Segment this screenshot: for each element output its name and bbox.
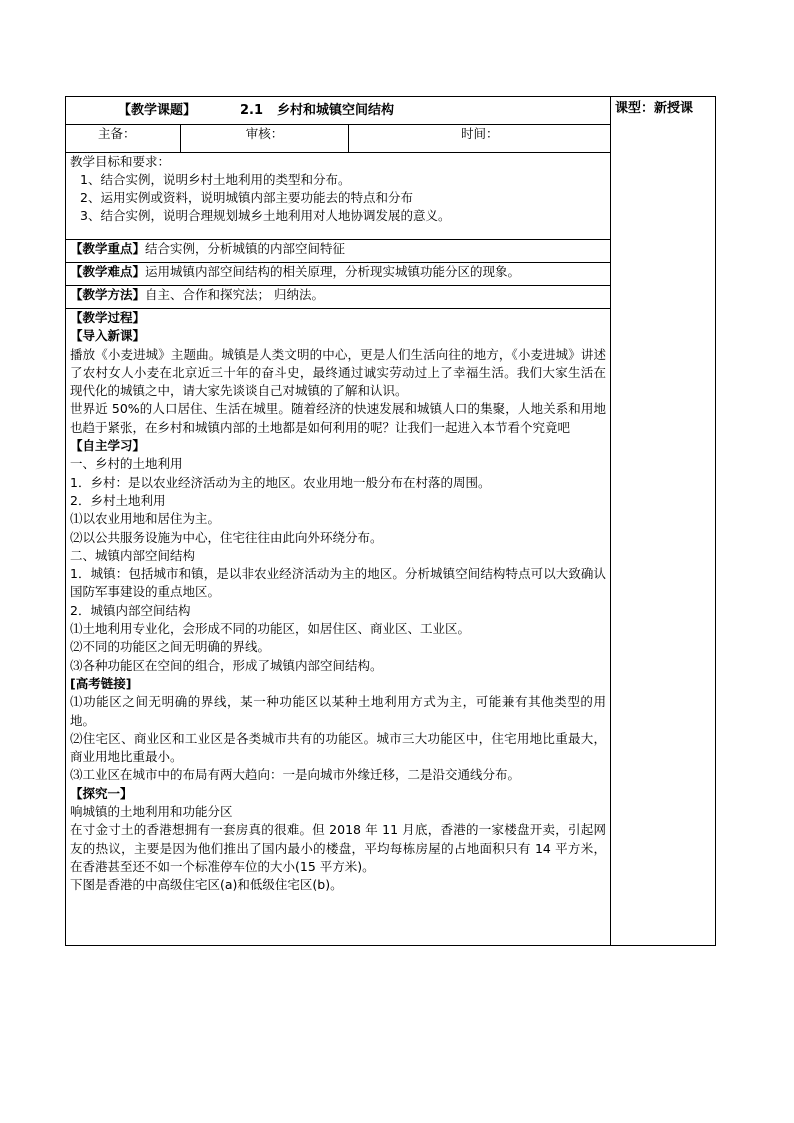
exam-link-heading: [高考链接] <box>70 675 132 691</box>
difficulty-text: 运用城镇内部空间结构的相关原理，分析现实城镇功能分区的现象。 <box>145 264 521 279</box>
preparer-label: 主备： <box>98 126 136 141</box>
intro-heading: 【导入新课】 <box>70 328 146 344</box>
difficulty-label: 【教学难点】 <box>70 264 146 279</box>
preparer-cell <box>66 125 181 153</box>
self-study-heading: 【自主学习】 <box>70 438 146 454</box>
method-label: 【教学方法】 <box>70 287 146 302</box>
time-cell <box>349 125 611 153</box>
key-point-label: 【教学重点】 <box>70 241 146 256</box>
lesson-plan-table <box>65 96 716 946</box>
lesson-type-cell <box>611 97 716 946</box>
section-heading: 一、乡村的土地利用 <box>70 456 183 472</box>
text-line: 1．城镇：包括城市和镇，是以非农业经济活动为主的地区。分析城镇空间结构特点可以大致确认国防军事建设的重点地区。 <box>70 566 607 600</box>
explore-title: 响城镇的土地利用和功能分区 <box>70 804 233 820</box>
text-line: 1．乡村：是以农业经济活动为主的地区。农业用地一般分布在村落的周围。 <box>70 474 491 490</box>
reviewer-cell <box>181 125 349 153</box>
text-line: ⑶工业区在城市中的布局有两大趋向：一是向城市外缘迁移，二是沿交通线分布。 <box>70 767 521 783</box>
goals-cell <box>66 153 611 240</box>
intro-paragraph: 播放《小麦进城》主题曲。城镇是人类文明的中心，更是人们生活向往的地方，《小麦进城》讲述了农村女人小麦在北京近三十年的奋斗史，最终通过诚实劳动过上了幸福生活。我们大家生活在现代化的城镇之中，请大家先谈谈自己对城镇的了解和认识。 <box>70 346 607 399</box>
goal-item: 3、结合实例，说明合理规划城乡土地利用对人地协调发展的意义。 <box>80 208 451 223</box>
text-line: ⑴以农业用地和居住为主。 <box>70 511 221 527</box>
text-line: ⑴功能区之间无明确的界线，某一种功能区以某种土地利用方式为主，可能兼有其他类型的用地。 <box>70 694 607 728</box>
difficulty-cell <box>66 263 611 286</box>
lesson-topic-cell <box>66 97 611 125</box>
text-line: ⑴土地利用专业化，会形成不同的功能区，如居住区、商业区、工业区。 <box>70 621 471 637</box>
goal-item: 1、结合实例，说明乡村土地利用的类型和分布。 <box>80 172 351 187</box>
explore-paragraph: 在寸金寸土的香港想拥有一套房真的很难。但 2018 年 11 月底，香港的一家楼盘开卖，引起网友的热议，主要是因为他们推出了国内最小的楼盘，平均每栋房屋的占地面积只有 14 平方米，在香港甚至还不如一个标准停车位的大小(15 平方米)。 <box>70 822 607 874</box>
text-line: 2．乡村土地利用 <box>70 492 166 508</box>
text-line: ⑶各种功能区在空间的组合，形成了城镇内部空间结构。 <box>70 657 383 673</box>
explore-heading: 【探究一】 <box>70 785 133 801</box>
text-line: 2．城镇内部空间结构 <box>70 602 191 618</box>
goal-item: 2、运用实例或资料，说明城镇内部主要功能去的特点和分布 <box>80 190 413 205</box>
text-line: ⑵不同的功能区之间无明确的界线。 <box>70 639 271 655</box>
topic-label: 【教学课题】 <box>118 102 197 118</box>
teaching-process-cell <box>66 309 611 946</box>
goals-heading: 教学目标和要求： <box>70 154 171 169</box>
section-heading: 二、城镇内部空间结构 <box>70 547 196 563</box>
lesson-type: 课型：新授课 <box>615 101 694 116</box>
text-line: ⑵住宅区、商业区和工业区是各类城市共有的功能区。城市三大功能区中，住宅用地比重最大，商业用地比重最小。 <box>70 730 607 765</box>
section-title: 乡村和城镇空间结构 <box>277 102 395 118</box>
process-heading: 【教学过程】 <box>70 310 146 325</box>
intro-paragraph: 世界近 50%的人口居住、生活在城里。随着经济的快速发展和城镇人口的集聚，人地关系和用地也趋于紧张，在乡村和城镇内部的土地都是如何利用的呢？让我们一起进入本节看个究竟吧 <box>70 401 607 435</box>
key-point-cell <box>66 240 611 263</box>
key-point-text: 结合实例，分析城镇的内部空间特征 <box>145 241 346 256</box>
time-label: 时间： <box>461 126 499 141</box>
section-number: 2.1 <box>240 102 264 118</box>
text-line: ⑵以公共服务设施为中心，住宅往往由此向外环绕分布。 <box>70 529 383 545</box>
method-text: 自主、合作和探究法； 归纳法。 <box>145 287 324 302</box>
explore-paragraph: 下图是香港的中高级住宅区(a)和低级住宅区(b)。 <box>70 877 343 893</box>
reviewer-label: 审核： <box>245 126 284 141</box>
method-cell <box>66 286 611 309</box>
